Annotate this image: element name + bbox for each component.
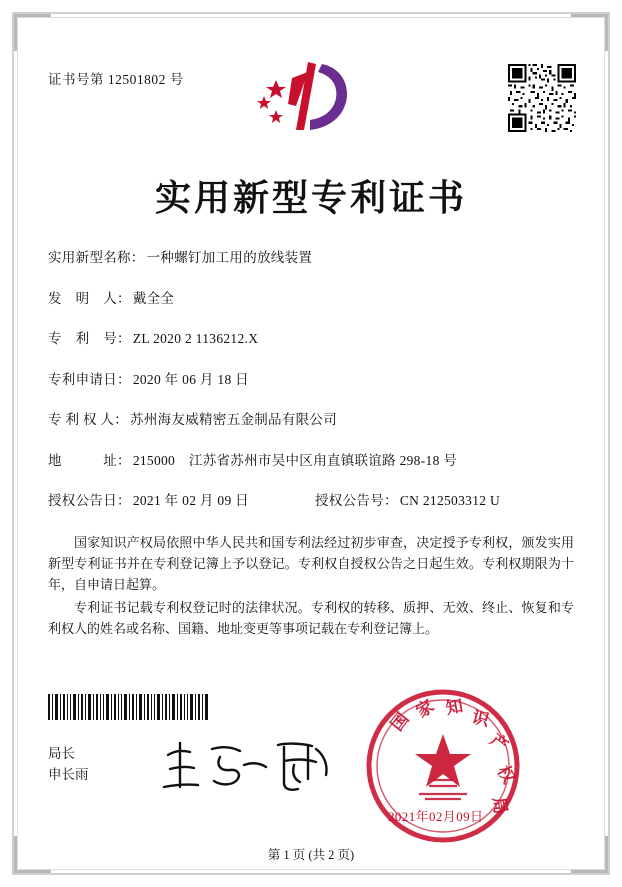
svg-text:识: 识 xyxy=(470,707,492,730)
field-value: 苏州海友威精密五金制品有限公司 xyxy=(130,412,338,427)
page-footer: 第 1 页 (共 2 页) xyxy=(267,848,355,862)
field-label: 专 利 权 人： xyxy=(48,412,129,427)
field-invention-name xyxy=(48,246,574,266)
legal-paragraph-2: 专利证书记载专利权登记时的法律状况。专利权的转移、质押、无效、终止、恢复和专利权人的姓名或名称、国籍、地址变更等事项记载在专利登记簿上。 xyxy=(48,600,574,637)
svg-text:国: 国 xyxy=(387,709,413,735)
field-value: 戴全全 xyxy=(132,290,175,306)
grant-number-value: CN 212503312 U xyxy=(399,493,501,508)
field-value: ZL 2020 2 1136212.X xyxy=(132,331,259,346)
field-address xyxy=(48,449,574,469)
field-label: 专 利 号： xyxy=(48,331,131,346)
field-label: 地 址： xyxy=(48,452,131,468)
svg-text:产: 产 xyxy=(486,730,512,756)
field-label: 发 明 人： xyxy=(48,290,131,306)
grant-date-value: 2021 年 02 月 09 日 xyxy=(132,493,249,508)
signer-name: 申长雨 xyxy=(48,766,89,782)
field-value: 一种螺钉加工用的放线装置 xyxy=(146,250,313,265)
field-label: 专利申请日： xyxy=(48,371,131,387)
barcode xyxy=(48,694,208,720)
field-patentee xyxy=(48,408,574,428)
svg-text:局: 局 xyxy=(489,795,511,816)
grant-number-label: 授权公告号： xyxy=(315,493,398,508)
svg-text:知: 知 xyxy=(444,696,465,718)
field-grant-announcement xyxy=(48,489,574,509)
field-value: 215000 江苏省苏州市吴中区甪直镇联谊路 298-18 号 xyxy=(132,452,458,468)
legal-paragraph-1: 国家知识产权局依照中华人民共和国专利法经过初步审查，决定授予专利权，颁发实用新型专利证书并在专利登记簿上予以登记。专利权自授权公告之日起生效。专利权期限为十年，自申请日起算。 xyxy=(48,535,574,593)
svg-text:权: 权 xyxy=(493,762,519,787)
field-patent-number xyxy=(48,327,574,347)
qr-code xyxy=(508,64,576,132)
signer-block xyxy=(48,744,89,786)
certificate-fields xyxy=(48,246,574,530)
field-application-date xyxy=(48,368,574,388)
field-label: 实用新型名称： xyxy=(48,250,145,265)
corner-ornament-top-right xyxy=(571,14,608,51)
grant-date-label: 授权公告日： xyxy=(48,493,131,508)
svg-text:家: 家 xyxy=(412,696,438,722)
cnipa-logo-icon xyxy=(246,58,354,134)
field-value: 2020 年 06 月 18 日 xyxy=(132,371,249,387)
signer-title: 局长 xyxy=(48,746,75,761)
grant-number-group xyxy=(315,489,500,509)
handwritten-signature xyxy=(160,735,335,797)
field-inventor xyxy=(48,287,574,307)
legal-text-block xyxy=(48,532,574,641)
certificate-number: 证书号第 12501802 号 xyxy=(48,72,184,87)
seal-date: 2021年02月09日 xyxy=(388,809,484,824)
corner-ornament-top-left xyxy=(14,14,51,51)
page-title: 实用新型专利证书 xyxy=(154,178,467,218)
